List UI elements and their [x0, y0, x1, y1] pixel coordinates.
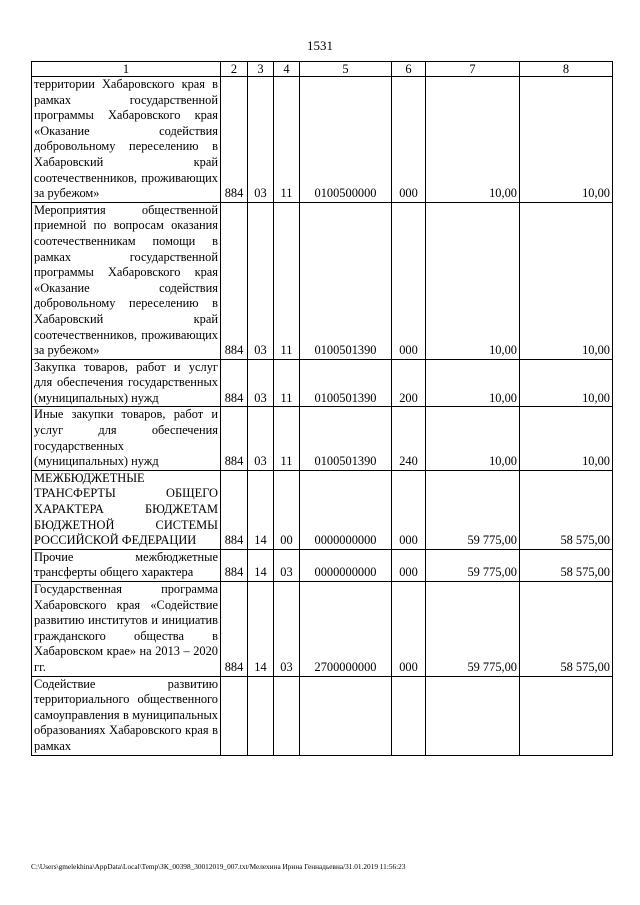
cell-ministry: 884 [221, 407, 248, 470]
cell-expense-type [392, 676, 426, 755]
cell-section: 14 [248, 549, 274, 581]
header-cell: 5 [300, 62, 392, 77]
cell-section [248, 676, 274, 755]
cell-amount-1: 59 775,00 [426, 470, 520, 549]
cell-amount-1 [426, 676, 520, 755]
cell-expense-type: 000 [392, 77, 426, 203]
cell-target-article: 2700000000 [300, 582, 392, 677]
page-number: 1531 [307, 38, 333, 53]
header-cell: 1 [32, 62, 221, 77]
cell-amount-2: 58 575,00 [520, 549, 613, 581]
cell-amount-1: 10,00 [426, 77, 520, 203]
table-row [32, 77, 613, 203]
table-row [32, 407, 613, 470]
table-row [32, 582, 613, 677]
header-row [32, 62, 613, 77]
header-cell: 4 [274, 62, 300, 77]
table-row [32, 202, 613, 359]
cell-subsection: 00 [274, 470, 300, 549]
budget-table [31, 61, 613, 756]
cell-section: 14 [248, 582, 274, 677]
table-row [32, 470, 613, 549]
row-description: Закупка товаров, работ и услуг для обеспечения государственных (муниципальных) нужд [32, 359, 221, 407]
cell-amount-2: 58 575,00 [520, 582, 613, 677]
cell-subsection: 03 [274, 582, 300, 677]
cell-expense-type: 200 [392, 359, 426, 407]
cell-subsection: 11 [274, 407, 300, 470]
cell-ministry: 884 [221, 77, 248, 203]
cell-section: 03 [248, 77, 274, 203]
cell-ministry: 884 [221, 582, 248, 677]
cell-target-article: 0000000000 [300, 470, 392, 549]
cell-amount-1: 10,00 [426, 407, 520, 470]
cell-section: 03 [248, 359, 274, 407]
cell-ministry [221, 676, 248, 755]
cell-ministry: 884 [221, 359, 248, 407]
table-row [32, 549, 613, 581]
cell-ministry: 884 [221, 202, 248, 359]
cell-section: 03 [248, 202, 274, 359]
header-cell: 8 [520, 62, 613, 77]
cell-amount-2: 10,00 [520, 407, 613, 470]
cell-ministry: 884 [221, 549, 248, 581]
row-description: Содействие развитию территориального общественного самоуправления в муниципальных образованиях Хабаровского края в рамках [32, 676, 221, 755]
cell-section: 14 [248, 470, 274, 549]
cell-amount-2: 10,00 [520, 202, 613, 359]
cell-amount-1: 59 775,00 [426, 549, 520, 581]
cell-amount-1: 59 775,00 [426, 582, 520, 677]
file-path-footer: C:\Users\gmelekhina\AppData\Local\Temp\ЗК_00398_30012019_007.txt/Мелехина Ирина Геннадьевна/31.01.2019 11:56:23 [31, 862, 406, 871]
cell-target-article [300, 676, 392, 755]
cell-expense-type: 000 [392, 470, 426, 549]
row-description: Государственная программа Хабаровского края «Содействие развитию институтов и инициатив гражданского общества в Хабаровском крае» на 2013 – 2020 гг. [32, 582, 221, 677]
cell-ministry: 884 [221, 470, 248, 549]
header-cell: 3 [248, 62, 274, 77]
row-description: Иные закупки товаров, работ и услуг для обеспечения государственных (муниципальных) нужд [32, 407, 221, 470]
cell-expense-type: 000 [392, 582, 426, 677]
row-description: Мероприятия общественной приемной по вопросам оказания соотечественникам помощи в рамках государственной программы Хабаровского края «Оказание содействия добровольному переселению в Хабаровский край соотечественников, проживающих за рубежом» [32, 202, 221, 359]
cell-target-article: 0100500000 [300, 77, 392, 203]
cell-expense-type: 000 [392, 202, 426, 359]
row-description: Прочие межбюджетные трансферты общего характера [32, 549, 221, 581]
cell-subsection: 11 [274, 77, 300, 203]
header-cell: 7 [426, 62, 520, 77]
cell-target-article: 0100501390 [300, 359, 392, 407]
header-cell: 6 [392, 62, 426, 77]
cell-amount-2 [520, 676, 613, 755]
cell-target-article: 0100501390 [300, 202, 392, 359]
cell-subsection: 11 [274, 359, 300, 407]
cell-subsection: 11 [274, 202, 300, 359]
cell-amount-1: 10,00 [426, 359, 520, 407]
cell-expense-type: 240 [392, 407, 426, 470]
cell-amount-1: 10,00 [426, 202, 520, 359]
row-description: МЕЖБЮДЖЕТНЫЕ ТРАНСФЕРТЫ ОБЩЕГО ХАРАКТЕРА БЮДЖЕТАМ БЮДЖЕТНОЙ СИСТЕМЫ РОССИЙСКОЙ ФЕДЕРАЦИИ [32, 470, 221, 549]
table-row [32, 676, 613, 755]
cell-subsection [274, 676, 300, 755]
header-cell: 2 [221, 62, 248, 77]
cell-target-article: 0100501390 [300, 407, 392, 470]
cell-expense-type: 000 [392, 549, 426, 581]
cell-target-article: 0000000000 [300, 549, 392, 581]
cell-subsection: 03 [274, 549, 300, 581]
cell-amount-2: 10,00 [520, 77, 613, 203]
cell-amount-2: 58 575,00 [520, 470, 613, 549]
cell-amount-2: 10,00 [520, 359, 613, 407]
cell-section: 03 [248, 407, 274, 470]
table-row [32, 359, 613, 407]
row-description: территории Хабаровского края в рамках государственной программы Хабаровского края «Оказание содействия добровольному переселению в Хабаровский край соотечественников, проживающих за рубежом» [32, 77, 221, 203]
